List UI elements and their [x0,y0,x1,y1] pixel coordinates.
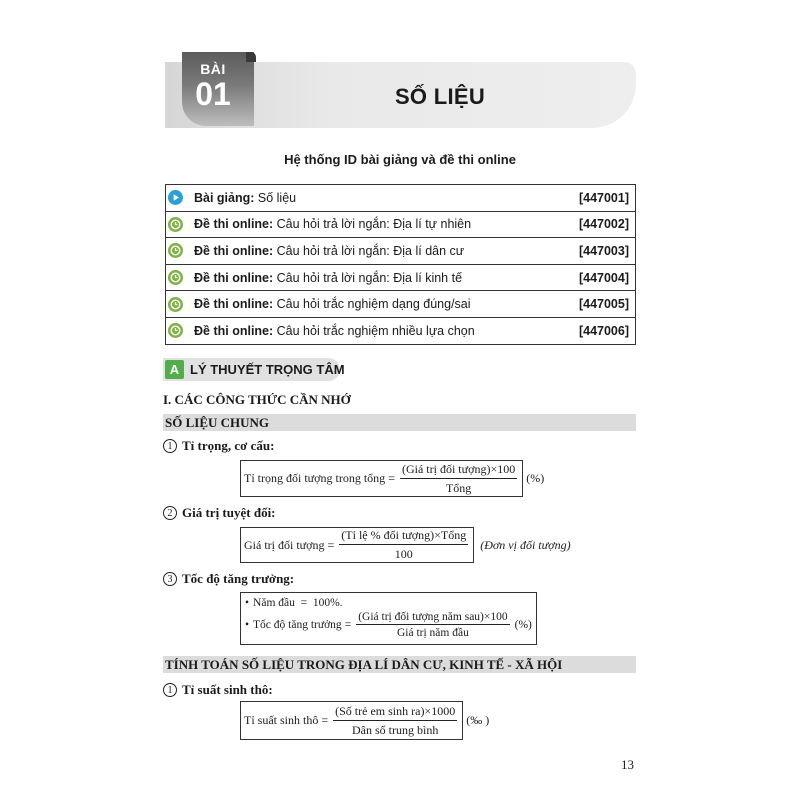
row-label: Bài giảng: [194,190,255,205]
formula-denominator: Dân số trung bình [352,722,439,737]
formula-equals: = [388,471,395,485]
formula-fraction [400,462,517,496]
table-row [166,185,636,212]
formula-numerator: (Giá trị đối tượng)×100 [400,462,517,479]
subsection-heading: I. CÁC CÔNG THỨC CẦN NHỚ [163,392,351,407]
row-text: Câu hỏi trắc nghiệm nhiều lựa chọn [273,323,475,338]
formula-1 [240,460,544,497]
formula-fraction [339,528,468,562]
lesson-number: 01 [195,76,231,112]
row-id: [447006] [562,317,636,344]
formula-unit: (‰ ) [466,713,490,727]
table-row [166,211,636,238]
formula-unit: (%) [514,619,532,631]
formula-2 [240,527,571,563]
formula-4 [240,701,489,740]
formula-numerator: (Giá trị đối tượng năm sau)×100 [358,611,508,623]
item-title: Tốc độ tăng trưởng: [182,571,295,586]
row-id: [447004] [562,264,636,291]
item-number: 3 [163,572,177,586]
clock-icon [166,243,188,258]
item-number: 1 [163,439,177,453]
row-label: Đề thi online: [194,243,274,258]
formula-lhs: • Tốc độ tăng trưởng [245,619,342,631]
formula-denominator: Tổng [445,480,472,495]
item-label [163,571,294,587]
item-label [163,682,273,698]
row-label: Đề thi online: [194,217,274,232]
online-id-table [165,184,636,345]
formula-unit: (%) [526,471,545,485]
table-row [166,238,636,265]
row-text: Câu hỏi trả lời ngắn: Địa lí tự nhiên [273,217,472,232]
row-label: Đề thi online: [194,270,274,285]
formula-box [240,592,537,645]
row-label: Đề thi online: [194,323,274,338]
formula-line [245,611,532,639]
item-label [163,505,276,521]
formula-fraction [356,611,509,639]
section-a-header [163,358,345,381]
row-id: [447002] [562,211,636,238]
group-title-bar: TÍNH TOÁN SỐ LIỆU TRONG ĐỊA LÍ DÂN CƯ, KINH TẾ - XÃ HỘI [163,656,636,673]
item-title: Giá trị tuyệt đối: [182,505,276,520]
item-number: 1 [163,683,177,697]
formula-fraction [333,704,457,738]
formula-equals: = [344,619,352,631]
item-title: Tỉ suất sinh thô: [182,682,273,697]
formula-denominator: 100 [394,547,413,561]
item-label [163,438,274,454]
row-text: Câu hỏi trả lời ngắn: Địa lí kinh tế [273,270,463,285]
row-id: [447005] [562,291,636,318]
lesson-word: BÀI [200,61,226,77]
item-number: 2 [163,506,177,520]
online-heading: Hệ thống ID bài giảng và đề thi online [284,152,516,167]
section-title: LÝ THUYẾT TRỌNG TÂM [190,362,345,377]
table-row [166,291,636,318]
play-icon [166,190,188,205]
table-row [166,264,636,291]
clock-icon [166,323,188,338]
formula-bullet: • Năm đầu = 100%. [245,595,532,611]
formula-lhs: Tỉ trọng đối tượng trong tổng [244,471,386,485]
lesson-tab [182,52,254,126]
formula-equals: = [321,713,329,727]
formula-denominator: Giá trị năm đầu [396,627,469,639]
lesson-title: SỐ LIỆU [394,84,486,109]
row-id: [447003] [562,238,636,265]
page-number: 13 [621,757,634,772]
table-row [166,317,636,344]
formula-lhs: Tỉ suất sinh thô [244,713,319,727]
formula-box [240,527,474,563]
formula-unit: (Đơn vị đối tượng) [480,537,571,552]
clock-icon [166,297,188,312]
formula-box [240,460,523,497]
formula-lhs: Giá trị đối tượng [244,537,325,552]
formula-3 [240,592,537,645]
formula-numerator: (Tỉ lệ % đối tượng)×Tổng [339,528,468,545]
formula-numerator: (Số trẻ em sinh ra)×1000 [333,704,457,721]
item-title: Tỉ trọng, cơ cấu: [182,438,275,453]
clock-icon [166,270,188,285]
row-text: Câu hỏi trắc nghiệm dạng đúng/sai [273,297,471,312]
formula-box [240,701,463,740]
group-title-bar: SỐ LIỆU CHUNG [163,414,636,431]
row-text: Số liệu [254,190,297,205]
row-text: Câu hỏi trả lời ngắn: Địa lí dân cư [273,243,465,258]
clock-icon [166,217,188,232]
lesson-tab-fold [246,52,256,62]
section-badge: A [165,360,184,379]
row-label: Đề thi online: [194,297,274,312]
row-id: [447001] [562,185,636,212]
formula-equals: = [327,537,335,552]
